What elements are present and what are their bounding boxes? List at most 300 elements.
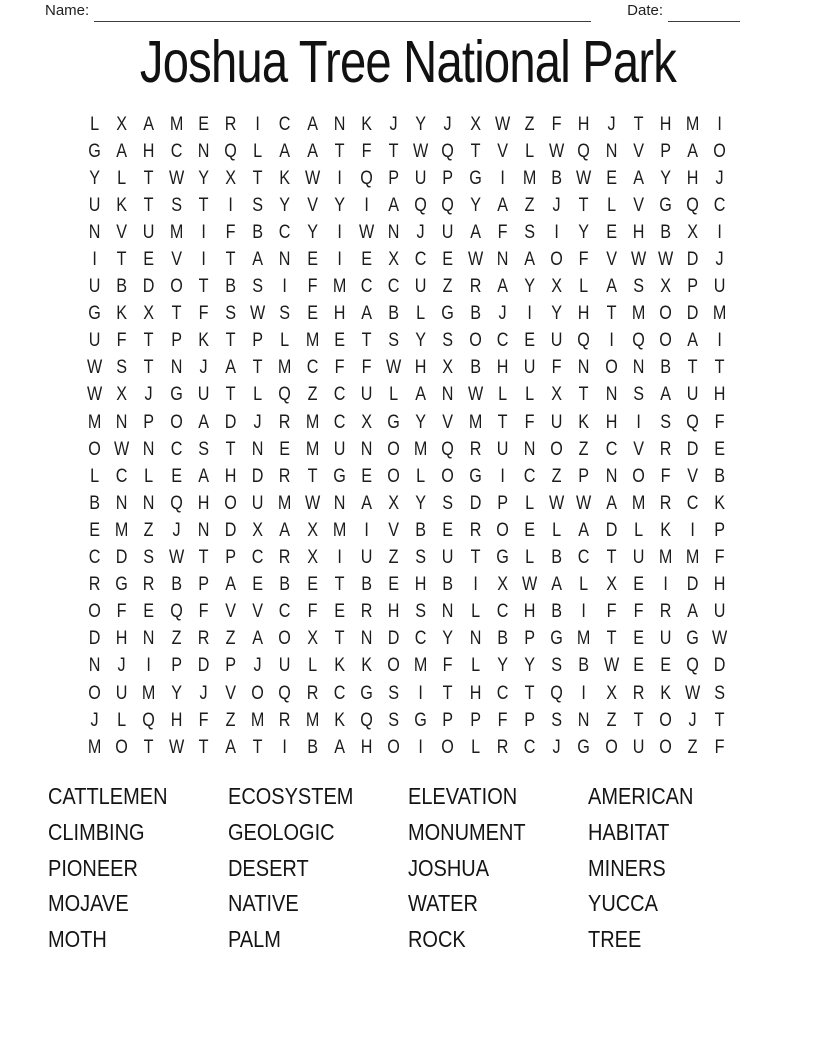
grid-cell: C [251,547,264,569]
grid-cell: H [224,465,237,487]
grid-cell: X [497,574,508,596]
grid-cell: H [387,601,400,623]
grid-cell: P [225,547,236,569]
word-item: CLIMBING [48,818,145,845]
grid-cell: S [388,682,400,704]
grid-cell: V [687,465,699,487]
grid-cell: W [630,249,646,271]
grid-cell: N [442,601,454,623]
grid-cell: D [224,519,237,541]
grid-cell: F [198,303,209,325]
grid-cell: I [581,682,587,704]
grid-cell: Y [170,682,182,704]
grid-cell: E [306,249,318,271]
grid-cell: H [578,303,590,325]
grid-cell: N [469,628,482,650]
grid-cell: U [714,276,726,298]
grid-cell: B [469,303,481,325]
grid-cell: J [253,655,262,677]
grid-cell: Z [687,736,698,758]
grid-cell: J [253,411,262,433]
grid-cell: P [442,167,454,189]
word-item: AMERICAN [588,783,694,809]
grid-cell: O [659,709,672,731]
grid-cell: D [469,492,482,514]
grid-cell: N [360,438,373,460]
grid-cell: S [279,303,291,325]
grid-cell: K [116,194,128,216]
grid-cell: U [714,601,726,623]
grid-cell: H [469,682,482,704]
grid-cell: O [659,736,672,758]
grid-cell: D [387,628,400,650]
grid-cell: H [415,357,427,379]
grid-cell: B [660,357,671,379]
grid-cell: N [143,438,155,460]
grid-cell: T [606,628,617,650]
grid-cell: U [415,167,427,189]
grid-cell: F [714,411,725,433]
grid-cell: L [552,519,562,541]
grid-cell: W [549,492,565,514]
grid-cell: L [253,384,263,406]
grid-cell: I [201,249,206,271]
grid-cell: F [225,221,236,243]
grid-cell: I [364,194,369,216]
grid-cell: C [496,682,509,704]
grid-cell: Y [524,276,535,298]
date-blank-line [668,6,740,22]
grid-cell: W [168,167,184,189]
grid-cell: V [306,194,318,216]
grid-cell: R [469,519,482,541]
grid-cell: W [685,682,701,704]
grid-cell: A [279,140,291,162]
grid-cell: F [116,330,127,352]
grid-cell: O [88,601,101,623]
grid-cell: I [282,276,288,298]
grid-cell: R [143,574,155,596]
grid-cell: H [143,140,155,162]
grid-cell: G [332,465,346,487]
grid-cell: T [497,411,508,433]
grid-cell: A [687,140,699,162]
grid-cell: T [334,574,345,596]
grid-cell: V [605,249,617,271]
grid-cell: I [418,682,424,704]
grid-cell: D [686,574,699,596]
grid-cell: I [663,574,668,596]
grid-cell: N [632,357,645,379]
word-item: DESERT [228,854,309,881]
grid-cell: E [333,601,345,623]
grid-cell: N [197,140,210,162]
grid-cell: T [334,628,345,650]
grid-cell: H [523,601,536,623]
grid-cell: T [252,736,263,758]
grid-cell: B [361,574,372,596]
grid-cell: M [414,655,428,677]
grid-cell: I [581,601,587,623]
grid-cell: O [115,736,129,758]
grid-cell: A [388,194,400,216]
grid-cell: I [255,113,260,135]
grid-cell: J [144,384,154,406]
grid-cell: M [631,303,646,325]
grid-cell: H [197,492,210,514]
grid-cell: Y [89,167,100,189]
grid-cell: O [496,519,509,541]
grid-cell: N [605,140,617,162]
grid-cell: B [116,276,128,298]
date-label: Date: [627,2,663,19]
grid-cell: W [86,357,103,379]
grid-cell: L [90,113,100,135]
grid-cell: R [469,276,482,298]
grid-cell: Z [551,465,562,487]
grid-cell: C [333,682,346,704]
grid-cell: I [527,303,532,325]
grid-cell: T [144,736,154,758]
grid-cell: L [470,736,480,758]
grid-cell: W [467,384,483,406]
grid-cell: T [606,303,617,325]
grid-cell: J [715,249,724,271]
grid-cell: N [197,519,210,541]
grid-cell: K [714,492,726,514]
grid-cell: Y [415,411,427,433]
grid-cell: X [605,574,617,596]
grid-cell: G [360,682,373,704]
header [45,0,740,22]
grid-cell: J [607,113,616,135]
grid-cell: L [117,167,127,189]
grid-cell: O [468,330,482,352]
grid-cell: Y [415,492,427,514]
grid-cell: E [306,303,318,325]
word-item: ELEVATION [408,783,518,809]
grid-cell: J [199,682,208,704]
grid-cell: M [169,113,183,135]
grid-cell: E [279,438,291,460]
grid-cell: V [632,438,644,460]
grid-cell: P [524,628,535,650]
grid-cell: T [633,113,644,135]
grid-cell: U [360,384,373,406]
grid-cell: T [714,709,725,731]
grid-cell: X [388,249,400,271]
grid-cell: F [198,709,209,731]
grid-cell: P [170,655,182,677]
word-item: ROCK [408,926,466,953]
grid-cell: P [524,709,535,731]
grid-cell: M [631,492,646,514]
grid-cell: Y [578,221,590,243]
grid-cell: F [307,601,318,623]
grid-cell: D [686,249,699,271]
grid-cell: O [387,465,400,487]
grid-cell: I [337,221,342,243]
grid-cell: Q [686,411,700,433]
grid-cell: W [549,140,565,162]
grid-cell: O [550,249,564,271]
grid-cell: R [360,601,373,623]
grid-cell: F [660,465,671,487]
grid-cell: T [252,357,263,379]
grid-cell: T [198,276,209,298]
grid-cell: M [713,303,727,325]
grid-cell: N [360,628,373,650]
grid-cell: P [170,330,182,352]
grid-cell: V [225,682,236,704]
grid-cell: B [89,492,100,514]
puzzle-title: Joshua Tree National Park [139,29,677,95]
grid-cell: O [659,330,672,352]
grid-cell: I [636,411,641,433]
grid-cell: I [717,113,723,135]
grid-cell: W [86,384,103,406]
grid-cell: B [551,167,563,189]
grid-cell: M [278,357,292,379]
grid-cell: I [690,519,695,541]
grid-cell: G [686,628,700,650]
grid-cell: T [171,303,182,325]
grid-cell: T [144,194,154,216]
grid-cell: T [388,140,399,162]
grid-cell: A [687,330,699,352]
grid-cell: X [660,276,671,298]
grid-cell: P [252,330,264,352]
grid-cell: D [224,411,237,433]
grid-cell: J [416,221,425,243]
grid-cell: G [414,709,428,731]
grid-cell: S [143,547,155,569]
grid-cell: Z [443,276,453,298]
grid-cell: E [361,249,372,271]
grid-cell: T [579,194,589,216]
grid-cell: G [88,140,101,162]
grid-cell: R [659,438,672,460]
grid-cell: A [632,167,644,189]
grid-cell: N [115,411,128,433]
grid-cell: V [252,601,264,623]
grid-cell: T [225,438,236,460]
grid-cell: V [497,140,508,162]
grid-cell: N [523,438,536,460]
grid-cell: K [361,655,372,677]
grid-cell: D [143,276,155,298]
grid-cell: Y [469,194,481,216]
grid-cell: U [442,547,454,569]
grid-cell: C [279,113,291,135]
grid-cell: S [225,303,236,325]
grid-cell: E [197,113,209,135]
grid-cell: Q [224,140,237,162]
grid-cell: Q [686,194,700,216]
grid-cell: C [415,628,427,650]
grid-cell: D [197,655,210,677]
word-item: ECOSYSTEM [228,783,354,809]
grid-cell: P [578,465,590,487]
grid-cell: Y [442,628,454,650]
grid-cell: H [415,574,427,596]
grid-cell: W [576,492,592,514]
grid-cell: M [305,411,319,433]
grid-cell: T [606,547,617,569]
grid-cell: M [685,547,700,569]
grid-cell: O [550,438,564,460]
grid-cell: E [143,249,155,271]
grid-cell: O [224,492,237,514]
grid-cell: M [522,167,537,189]
grid-cell: O [169,411,183,433]
grid-cell: T [579,384,589,406]
grid-cell: I [146,655,152,677]
grid-cell: Y [415,113,427,135]
grid-cell: X [361,411,372,433]
grid-cell: B [660,221,671,243]
grid-cell: I [337,547,342,569]
grid-cell: Y [497,655,508,677]
grid-cell: M [169,221,183,243]
grid-cell: A [252,628,264,650]
grid-cell: W [304,492,320,514]
grid-cell: N [496,249,509,271]
grid-cell: O [387,736,400,758]
grid-cell: L [606,194,616,216]
grid-cell: Q [577,330,591,352]
grid-cell: C [578,547,590,569]
grid-cell: E [605,221,617,243]
grid-cell: T [524,682,535,704]
grid-cell: L [470,601,480,623]
grid-cell: U [523,357,536,379]
name-blank-line [94,6,591,22]
grid-cell: M [414,438,428,460]
grid-cell: L [525,492,535,514]
grid-cell: M [87,736,102,758]
grid-cell: Z [225,709,236,731]
grid-cell: Q [414,194,428,216]
grid-cell: R [279,411,291,433]
grid-cell: A [687,601,699,623]
grid-cell: T [198,547,209,569]
grid-cell: O [441,736,455,758]
grid-cell: S [388,330,400,352]
grid-cell: I [472,574,478,596]
grid-cell: Z [171,628,182,650]
grid-cell: O [88,438,101,460]
grid-cell: B [714,465,726,487]
grid-cell: F [334,357,345,379]
grid-cell: U [632,736,645,758]
grid-cell: T [225,330,236,352]
grid-cell: H [632,221,645,243]
grid-cell: J [688,709,697,731]
grid-cell: R [469,438,482,460]
grid-cell: F [443,655,453,677]
word-item: WATER [408,890,478,917]
grid-cell: T [116,249,127,271]
grid-cell: K [660,682,671,704]
grid-cell: Y [551,303,563,325]
grid-cell: C [523,736,536,758]
grid-cell: E [170,465,182,487]
grid-cell: I [500,465,505,487]
grid-cell: W [576,167,592,189]
grid-cell: P [225,655,236,677]
grid-cell: V [225,601,236,623]
grid-cell: Z [524,113,535,135]
grid-cell: I [608,330,614,352]
grid-cell: K [116,303,128,325]
grid-cell: F [606,601,617,623]
grid-cell: J [172,519,181,541]
grid-cell: J [498,303,507,325]
grid-cell: I [282,736,288,758]
grid-cell: H [170,709,182,731]
grid-cell: D [714,655,726,677]
grid-cell: O [604,357,618,379]
grid-cell: O [441,465,455,487]
grid-cell: I [418,736,424,758]
grid-cell: G [496,547,509,569]
grid-cell: C [496,601,509,623]
grid-cell: A [279,519,291,541]
grid-cell: H [333,303,346,325]
grid-cell: C [415,249,427,271]
grid-cell: J [552,194,561,216]
grid-cell: A [497,194,508,216]
grid-cell: U [442,221,454,243]
grid-cell: U [88,276,101,298]
grid-cell: I [717,221,723,243]
grid-cell: P [197,574,209,596]
grid-cell: X [687,221,699,243]
grid-cell: U [496,438,509,460]
grid-cell: F [551,357,562,379]
grid-cell: I [337,249,342,271]
grid-cell: V [388,519,400,541]
grid-cell: H [714,384,726,406]
grid-cell: A [660,384,671,406]
grid-cell: U [115,682,128,704]
word-item: YUCCA [588,890,658,917]
grid-cell: O [659,303,672,325]
grid-cell: C [605,438,617,460]
grid-cell: U [659,628,672,650]
grid-cell: T [198,194,209,216]
grid-cell: F [579,249,589,271]
grid-cell: Y [279,194,291,216]
grid-cell: C [333,411,346,433]
grid-cell: L [579,574,589,596]
grid-cell: T [144,167,154,189]
grid-cell: F [497,221,508,243]
grid-cell: J [443,113,453,135]
grid-cell: W [358,221,375,243]
grid-cell: G [88,303,101,325]
grid-cell: V [116,221,128,243]
grid-cell: A [225,574,236,596]
grid-cell: N [605,384,617,406]
grid-cell: P [714,519,726,541]
grid-cell: J [199,357,208,379]
grid-cell: N [143,492,155,514]
grid-cell: K [361,113,372,135]
grid-cell: Z [524,194,535,216]
grid-cell: R [197,628,210,650]
